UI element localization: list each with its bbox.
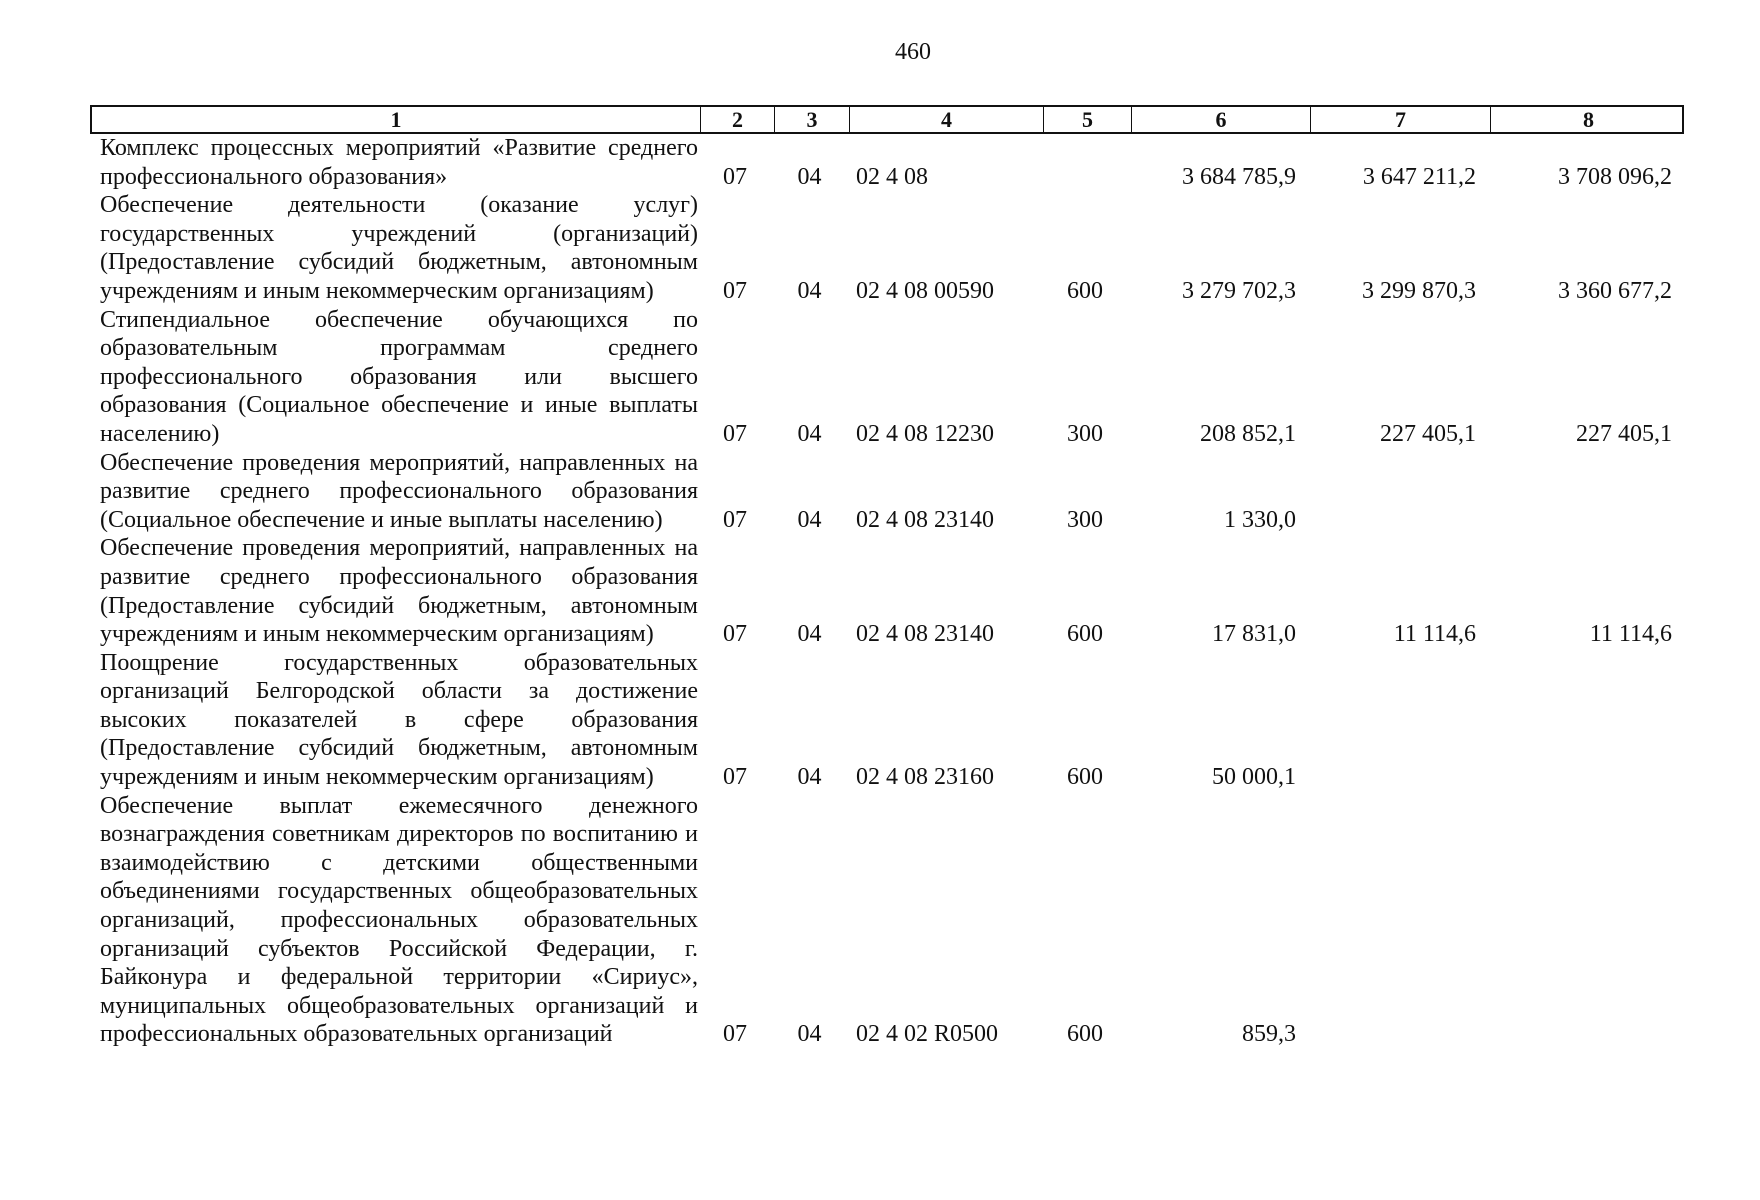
page-number: 460 — [895, 39, 931, 65]
subsection-code: 04 — [797, 277, 822, 304]
table-body — [90, 134, 1684, 1049]
section-code: 07 — [723, 506, 747, 533]
amount-col-7: 3 299 870,3 — [1362, 277, 1476, 304]
amount-col-7: 3 647 211,2 — [1362, 163, 1476, 190]
section-code: 07 — [723, 621, 747, 648]
expense-type-code: 600 — [1067, 621, 1103, 648]
subsection-code: 04 — [797, 764, 822, 791]
header-col-5: 5 — [1043, 107, 1131, 133]
table-row — [90, 534, 1684, 648]
row-description: Комплекс процессных мероприятий «Развитие среднего профессионального образования» — [100, 135, 698, 190]
amount-col-8: 3 708 096,2 — [1558, 163, 1672, 190]
amount-col-6: 3 279 702,3 — [1182, 277, 1296, 304]
amount-col-6: 208 852,1 — [1200, 420, 1296, 447]
row-description: Обеспечение выплат ежемесячного денежного вознаграждения советникам директоров по воспитанию и взаимодействию с детскими общественными объединениями государственных общеобразовательных организаций, профессиональных образовательных организаций субъектов Российской Федерации, г. Байконура и федеральной территории «Сириус», муниципальных общеобразовательных организаций и профессиональных образовательных организаций — [100, 792, 698, 1048]
subsection-code: 04 — [797, 621, 822, 648]
amount-col-7: 11 114,6 — [1393, 621, 1476, 648]
table-header — [90, 105, 1684, 134]
target-article-code: 02 4 08 23140 — [856, 506, 994, 533]
expense-type-code: 600 — [1067, 1021, 1103, 1048]
amount-col-7: 227 405,1 — [1380, 420, 1476, 447]
expense-type-code: 300 — [1067, 420, 1103, 447]
row-description: Стипендиальное обеспечение обучающихся по образовательным программам среднего профессионального образования или высшего образования (Социальное обеспечение и иные выплаты населению) — [100, 306, 698, 447]
table-row — [90, 649, 1684, 792]
header-col-6: 6 — [1131, 107, 1310, 133]
target-article-code: 02 4 02 R0500 — [856, 1021, 999, 1048]
section-code: 07 — [723, 764, 747, 791]
target-article-code: 02 4 08 23160 — [856, 764, 994, 791]
row-description: Обеспечение деятельности (оказание услуг) государственных учреждений (организаций) (Предоставление субсидий бюджетным, автономным учреждениям и иным некоммерческим организациям) — [100, 192, 698, 304]
target-article-code: 02 4 08 12230 — [856, 420, 994, 447]
expense-type-code: 600 — [1067, 277, 1103, 304]
subsection-code: 04 — [797, 506, 822, 533]
target-article-code: 02 4 08 — [856, 163, 928, 190]
amount-col-6: 859,3 — [1242, 1021, 1296, 1048]
header-col-4: 4 — [849, 107, 1043, 133]
target-article-code: 02 4 08 00590 — [856, 277, 994, 304]
section-code: 07 — [723, 420, 747, 447]
amount-col-6: 50 000,1 — [1212, 764, 1296, 791]
amount-col-8: 3 360 677,2 — [1558, 277, 1672, 304]
section-code: 07 — [723, 277, 747, 304]
amount-col-8: 11 114,6 — [1589, 621, 1672, 648]
header-col-3: 3 — [774, 107, 849, 133]
row-description: Обеспечение проведения мероприятий, направленных на развитие среднего профессионального образования (Предоставление субсидий бюджетным, автономным учреждениям и иным некоммерческим организациям) — [100, 535, 698, 648]
table-row — [90, 134, 1684, 191]
amount-col-8: 227 405,1 — [1576, 420, 1672, 447]
header-col-7: 7 — [1310, 107, 1490, 133]
row-description: Обеспечение проведения мероприятий, направленных на развитие среднего профессионального образования (Социальное обеспечение и иные выплаты населению) — [100, 449, 698, 533]
amount-col-6: 3 684 785,9 — [1182, 163, 1296, 190]
header-col-2: 2 — [700, 107, 774, 133]
amount-col-6: 1 330,0 — [1224, 506, 1296, 533]
header-col-1: 1 — [390, 107, 402, 132]
table-row — [90, 792, 1684, 1049]
table-row — [90, 191, 1684, 305]
target-article-code: 02 4 08 23140 — [856, 621, 994, 648]
subsection-code: 04 — [797, 163, 822, 190]
expense-type-code: 300 — [1067, 506, 1103, 533]
section-code: 07 — [723, 163, 747, 190]
row-description: Поощрение государственных образовательных организаций Белгородской области за достижение высоких показателей в сфере образования (Предоставление субсидий бюджетным, автономным учреждениям и иным некоммерческим организациям) — [100, 649, 698, 791]
section-code: 07 — [723, 1021, 747, 1048]
subsection-code: 04 — [797, 420, 822, 447]
table-row — [90, 449, 1684, 535]
header-col-8: 8 — [1490, 107, 1686, 133]
subsection-code: 04 — [797, 1021, 822, 1048]
table-row — [90, 306, 1684, 449]
expense-type-code: 600 — [1067, 764, 1103, 791]
amount-col-6: 17 831,0 — [1212, 621, 1296, 648]
